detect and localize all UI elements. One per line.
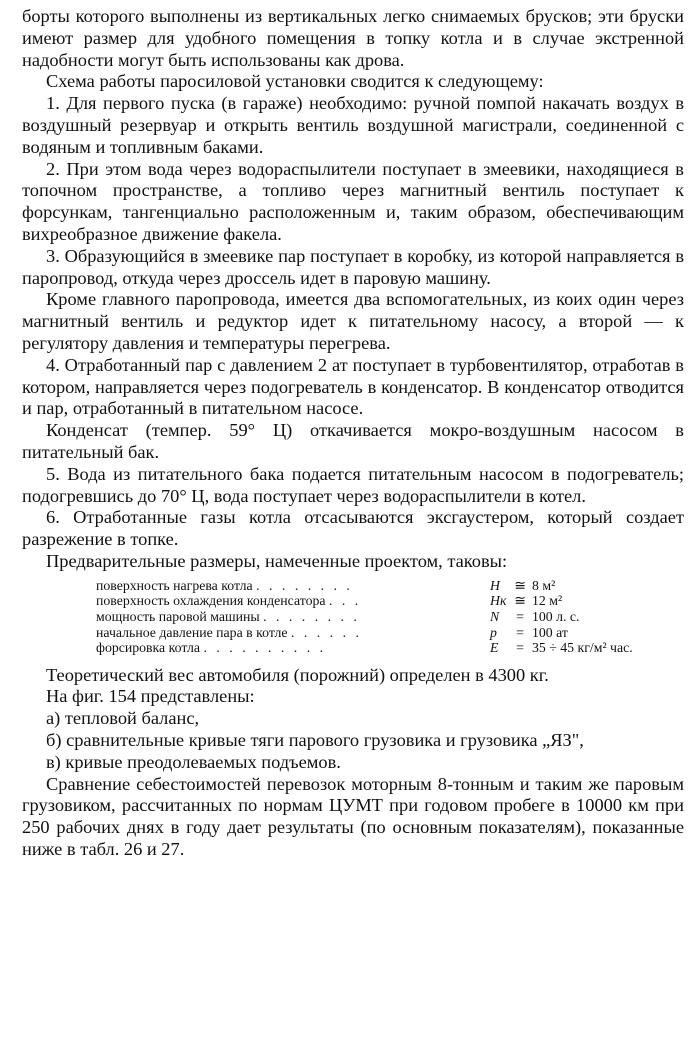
spec-relation: = — [516, 624, 524, 640]
spec-label: начальное давление пара в котле — [96, 624, 288, 640]
paragraph-figure-intro: На фиг. 154 представлены: — [46, 686, 255, 707]
spec-symbol: H — [490, 577, 500, 593]
paragraph-cost-comparison: Сравнение себестоимостей перевозок моторным 8-тонным и таким же паровым грузовиком, рассчитанных по нормам ЦУМТ при годовом пробеге в 10000 км при 250 рабочих днях в году дает результаты (по основным показателям), показанные ниже в табл. 26 и 27. — [22, 773, 684, 860]
list-item-c: в) кривые преодолеваемых подъемов. — [46, 751, 341, 772]
paragraph-auxiliary-lines: Кроме главного паропровода, имеется два вспомогательных, из коих один через магнитный вентиль и редуктор идет к питательному насосу, а второй — к регулятору давления и температуры перегрева. — [22, 289, 684, 353]
list-item-a: а) тепловой баланс, — [46, 708, 200, 729]
paragraph-vehicle-weight: Теоретический вес автомобиля (порожний) определен в 4300 кг. — [46, 664, 549, 685]
spec-relation: ≅ — [514, 593, 526, 609]
list-item-b: б) сравнительные кривые тяги парового грузовика и грузовика „ЯЗ", — [46, 730, 584, 751]
spec-dots: . . . . . . . . — [263, 608, 360, 624]
paragraph-step-3: 3. Образующийся в змеевике пар поступает в коробку, из которой направляется в паропровод, откуда через дроссель идет в паровую машину. — [22, 245, 684, 288]
paragraph-scheme-intro: Схема работы паросиловой установки сводится к следующему: — [46, 71, 544, 92]
paragraph-step-5: 5. Вода из питательного бака подается питательным насосом в подогреватель; подогревшись до 70° Ц, вода поступает через водораспылители в котел. — [22, 463, 684, 506]
spec-dots: . . . — [328, 593, 362, 609]
spec-row — [96, 609, 633, 625]
spec-row — [96, 640, 633, 656]
paragraph-step-4: 4. Отработанный пар с давлением 2 ат поступает в турбовентилятор, отработав в котором, направляется через подогреватель в конденсатор. В конденсатор отводится и пар, отработанный в питательном насосе. — [22, 354, 684, 419]
paragraph-dimensions-intro: Предварительные размеры, намеченные проектом, таковы: — [46, 550, 508, 571]
spec-value: 100 ат — [532, 624, 568, 640]
spec-relation: = — [516, 608, 524, 624]
paragraph-continuation: борты которого выполнены из вертикальных легко снимаемых брусков; эти бруски имеют размер для удобного помещения в топку котла и в случае экстренной надобности могут быть использованы как дрова. — [22, 6, 684, 70]
spec-label: форсировка котла — [96, 640, 201, 656]
spec-relation: ≅ — [514, 577, 526, 593]
spec-symbol: Hк — [490, 593, 507, 609]
spec-symbol: N — [490, 608, 500, 624]
paragraph-step-2: 2. При этом вода через водораспылители поступает в змеевики, находящиеся в топочном пространстве, а топливо через магнитный вентиль поступает к форсункам, тангенциально расположенным и, таким образом, обеспечивающим вихреобразное движение факела. — [22, 158, 684, 244]
spec-dots: . . . . . . — [290, 624, 362, 640]
spec-dots: . . . . . . . . — [256, 577, 353, 593]
specification-table — [96, 578, 633, 656]
spec-value: 8 м² — [532, 577, 556, 593]
paragraph-condensate: Конденсат (темпер. 59° Ц) откачивается мокро-воздушным насосом в питательный бак. — [22, 420, 684, 462]
spec-symbol: p — [490, 624, 497, 640]
paragraph-step-1: 1. Для первого пуска (в гараже) необходимо: ручной помпой накачать воздух в воздушный резервуар и открыть вентиль воздушной магистрали, соединенной с водяным и топливным баками. — [22, 93, 684, 157]
spec-row — [96, 593, 633, 609]
spec-value: 35 ÷ 45 кг/м² час. — [532, 640, 633, 656]
spec-row — [96, 625, 633, 641]
spec-symbol: E — [490, 640, 499, 656]
spec-value: 12 м² — [532, 593, 563, 609]
paragraph-step-6: 6. Отработанные газы котла отсасываются эксгаустером, который создает разрежение в топке. — [22, 507, 684, 550]
spec-label: мощность паровой машины — [96, 608, 260, 624]
spec-label: поверхность нагрева котла — [96, 577, 253, 593]
spec-label: поверхность охлаждения конденсатора — [96, 593, 326, 609]
spec-row — [96, 578, 633, 594]
spec-dots: . . . . . . . . . . — [203, 640, 327, 656]
spec-value: 100 л. с. — [532, 608, 580, 624]
spec-relation: = — [516, 640, 524, 656]
